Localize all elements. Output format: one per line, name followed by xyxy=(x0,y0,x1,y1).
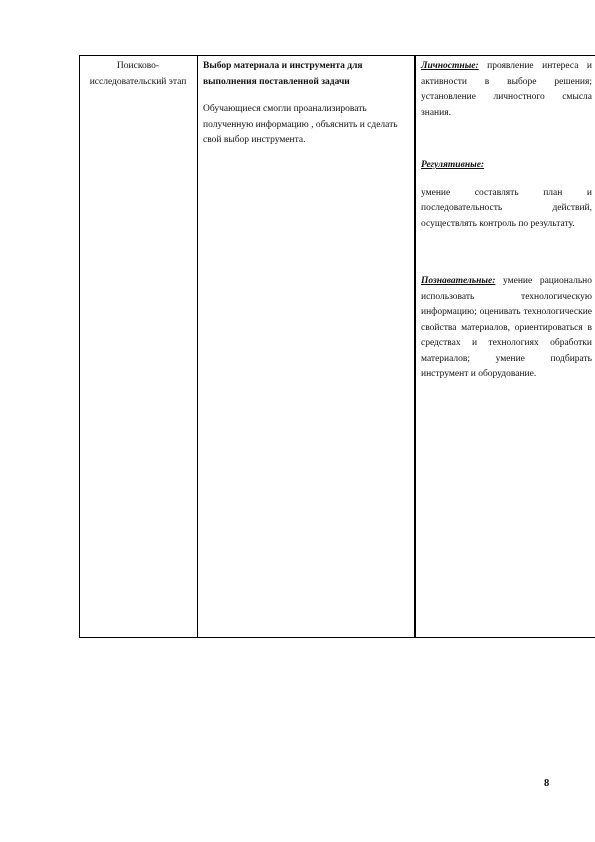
personal-text: проявление интереса и активности в выборе решения; установление личностного смысла знания. xyxy=(421,61,592,118)
cognitive-outcomes xyxy=(421,274,592,383)
table-border-left xyxy=(79,56,80,637)
lesson-table xyxy=(79,55,595,638)
task-text: Обучающиеся смогли проанализировать полученную информацию , объяснить и сделать свой выбор инструмента. xyxy=(203,104,398,145)
column-divider-1 xyxy=(197,56,198,637)
page-number: 8 xyxy=(544,778,550,789)
regulatory-outcomes-heading xyxy=(421,158,592,174)
task-cell xyxy=(203,59,410,149)
column-divider-2 xyxy=(414,56,416,637)
regulatory-text: умение составлять план и последовательность действий, осуществлять контроль по результату. xyxy=(421,187,592,229)
outcomes-cell xyxy=(421,59,592,383)
personal-label: Личностные: xyxy=(421,61,479,71)
task-title: Выбор материала и инструмента для выполнения поставленной задачи xyxy=(203,61,363,87)
cognitive-text: умение рационально использовать технологическую информацию; оценивать технологические свойства материалов, ориентироваться в средствах и технологиях обработки материалов; умение подбирать инструмент и оборудование. xyxy=(421,276,592,379)
regulatory-label: Регулятивные: xyxy=(421,160,485,170)
personal-outcomes xyxy=(421,59,592,121)
cognitive-label: Познавательные: xyxy=(421,276,496,286)
stage-text: Поисково-исследовательский этап xyxy=(89,61,187,87)
stage-cell xyxy=(82,59,194,90)
